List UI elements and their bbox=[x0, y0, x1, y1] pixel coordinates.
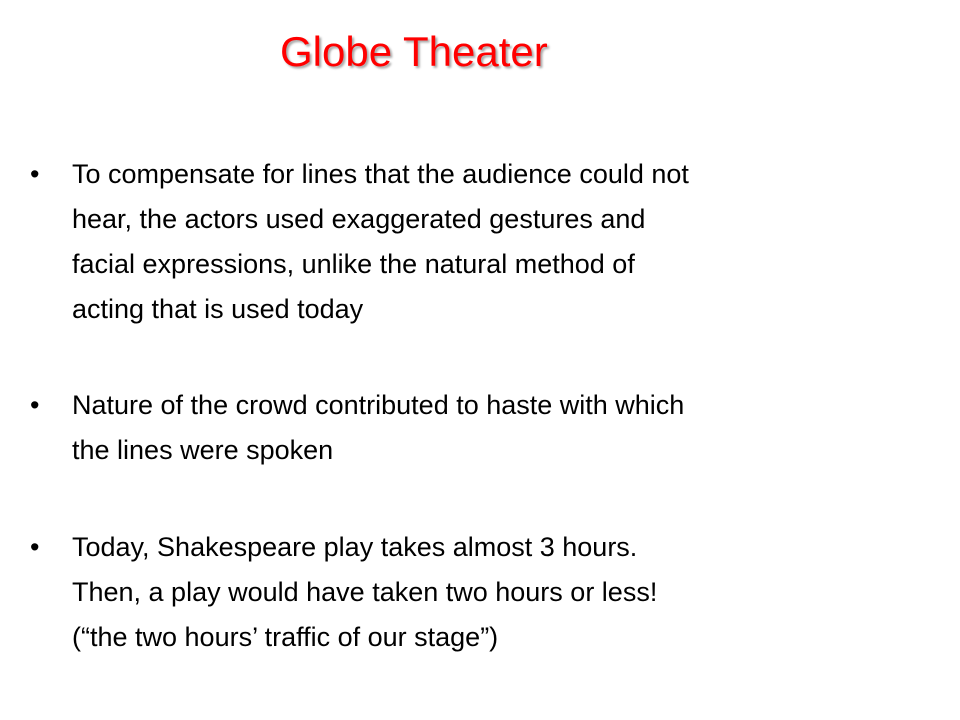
bullet-line: acting that is used today bbox=[72, 294, 364, 324]
bullet-line: (“the two hours’ traffic of our stage”) bbox=[72, 622, 499, 652]
bullet-line: hear, the actors used exaggerated gestures and bbox=[72, 204, 646, 234]
bullet-item bbox=[0, 383, 960, 473]
bullet-line: the lines were spoken bbox=[72, 435, 334, 465]
bullet-icon: • bbox=[30, 159, 40, 189]
bullet-item bbox=[0, 525, 960, 660]
bullet-list bbox=[0, 152, 960, 707]
bullet-line: facial expressions, unlike the natural method of bbox=[72, 249, 635, 279]
bullet-line: To compensate for lines that the audience could not bbox=[72, 159, 689, 189]
bullet-line: Today, Shakespeare play takes almost 3 hours. bbox=[72, 532, 638, 562]
slide-title: Globe Theater bbox=[280, 28, 548, 75]
bullet-line: Nature of the crowd contributed to haste with which bbox=[72, 390, 685, 420]
bullet-icon: • bbox=[30, 390, 40, 420]
bullet-icon: • bbox=[30, 532, 40, 562]
bullet-item bbox=[0, 152, 960, 332]
bullet-line: Then, a play would have taken two hours or less! bbox=[72, 577, 658, 607]
